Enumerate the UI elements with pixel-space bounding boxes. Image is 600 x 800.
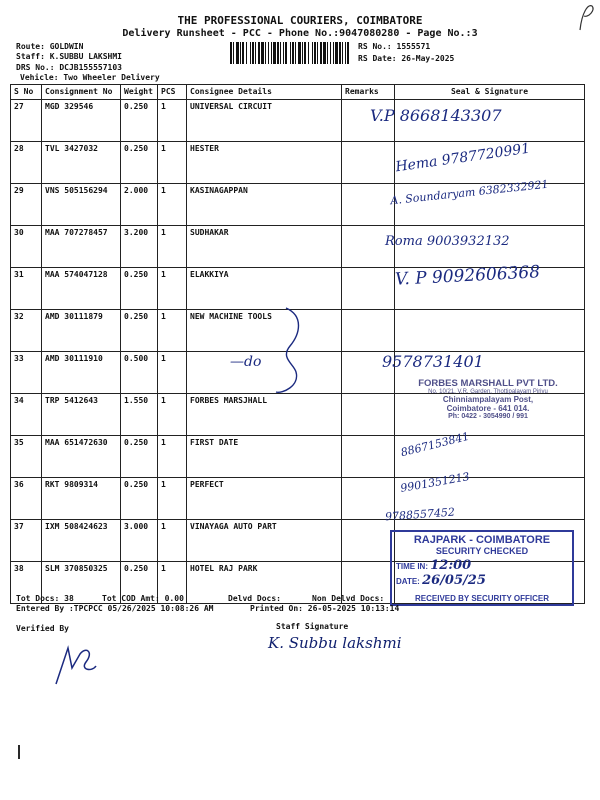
cell-consignee: NEW MACHINE TOOLS bbox=[187, 310, 342, 352]
col-weight: Weight bbox=[121, 85, 158, 100]
drs-label: DRS No.: DCJB155557103 bbox=[16, 63, 122, 72]
vehicle-label: Vehicle: Two Wheeler Delivery bbox=[20, 73, 160, 82]
col-seal-signature: Seal & Signature bbox=[395, 85, 585, 100]
tot-cod: Tot COD Amt: 0.00 bbox=[102, 594, 184, 603]
corner-mark bbox=[578, 2, 596, 32]
tick-mark bbox=[16, 744, 22, 760]
cell-consignee bbox=[187, 352, 342, 394]
cell-weight: 1.550 bbox=[121, 394, 158, 436]
printed-on: Printed On: 26-05-2025 10:13:14 bbox=[250, 604, 400, 613]
cell-consignment: IXM 508424623 bbox=[42, 520, 121, 562]
cell-weight: 0.250 bbox=[121, 100, 158, 142]
cell-consignee: ELAKKIYA bbox=[187, 268, 342, 310]
rajpark-date-label: DATE: bbox=[396, 577, 420, 586]
cell-sno: 28 bbox=[11, 142, 42, 184]
col-pcs: PCS bbox=[158, 85, 187, 100]
cell-remarks bbox=[342, 310, 395, 352]
cell-consignment: AMD 30111910 bbox=[42, 352, 121, 394]
cell-weight: 3.200 bbox=[121, 226, 158, 268]
forbes-stamp-line5: Ph: 0422 - 3054990 / 991 bbox=[448, 413, 528, 420]
cell-remarks bbox=[342, 184, 395, 226]
cell-remarks bbox=[342, 268, 395, 310]
cell-weight: 3.000 bbox=[121, 520, 158, 562]
cell-sno: 35 bbox=[11, 436, 42, 478]
forbes-stamp-line3: Chinniampalayam Post, bbox=[442, 395, 534, 404]
cell-sno: 34 bbox=[11, 394, 42, 436]
table-row bbox=[11, 436, 585, 478]
cell-weight: 0.250 bbox=[121, 142, 158, 184]
cell-consignment: TVL 3427032 bbox=[42, 142, 121, 184]
barcode bbox=[230, 42, 350, 64]
staff-signature: K. Subbu lakshmi bbox=[268, 634, 402, 652]
rajpark-time-label: TIME IN: bbox=[396, 562, 428, 571]
cell-consignee: UNIVERSAL CIRCUIT bbox=[187, 100, 342, 142]
company-title: THE PROFESSIONAL COURIERS, COIMBATORE bbox=[177, 14, 423, 27]
staff-label: Staff: K.SUBBU LAKSHMI bbox=[16, 52, 122, 61]
rs-no-label: RS No.: 1555571 bbox=[358, 42, 431, 51]
cell-sno: 33 bbox=[11, 352, 42, 394]
non-delvd-docs: Non Delvd Docs: bbox=[312, 594, 385, 603]
cell-remarks bbox=[342, 394, 395, 436]
forbes-stamp-line1: FORBES MARSHALL PVT LTD. bbox=[418, 378, 558, 389]
cell-pcs: 1 bbox=[158, 268, 187, 310]
rs-date-label: RS Date: 26-May-2025 bbox=[358, 54, 455, 63]
cell-pcs: 1 bbox=[158, 100, 187, 142]
verifier-signature bbox=[50, 640, 100, 688]
cell-weight: 0.250 bbox=[121, 310, 158, 352]
cell-pcs: 1 bbox=[158, 394, 187, 436]
cell-pcs: 1 bbox=[158, 436, 187, 478]
cell-remarks bbox=[342, 142, 395, 184]
rajpark-stamp-line1: RAJPARK - COIMBATORE bbox=[413, 534, 551, 546]
rajpark-stamp-line2: SECURITY CHECKED bbox=[435, 546, 529, 556]
cell-remarks bbox=[342, 436, 395, 478]
sign-28: Hema 9787720991 bbox=[394, 140, 532, 176]
cell-consignment: AMD 30111879 bbox=[42, 310, 121, 352]
cell-weight: 2.000 bbox=[121, 184, 158, 226]
ditto-mark: —do bbox=[230, 354, 262, 370]
verified-by: Verified By bbox=[16, 624, 69, 633]
cell-pcs: 1 bbox=[158, 520, 187, 562]
entered-by: Entered By :TPCPCC 05/26/2025 10:08:26 AM bbox=[16, 604, 214, 613]
cell-consignment: RKT 9809314 bbox=[42, 478, 121, 520]
brace-mark bbox=[270, 306, 310, 396]
cell-consignment: MAA 574047128 bbox=[42, 268, 121, 310]
cell-sno: 36 bbox=[11, 478, 42, 520]
cell-sno: 31 bbox=[11, 268, 42, 310]
cell-consignment: VNS 505156294 bbox=[42, 184, 121, 226]
rajpark-stamp-footer: RECEIVED BY SECURITY OFFICER bbox=[415, 594, 549, 603]
cell-seal-signature bbox=[395, 310, 585, 352]
cell-consignment: TRP 5412643 bbox=[42, 394, 121, 436]
table-header-row bbox=[11, 85, 585, 100]
cell-weight: 0.250 bbox=[121, 436, 158, 478]
rajpark-time-value: 12:00 bbox=[430, 558, 472, 573]
col-sno: S No bbox=[11, 85, 42, 100]
cell-consignment: MAA 707278457 bbox=[42, 226, 121, 268]
cell-consignee: FORBES MARSJHALL bbox=[187, 394, 342, 436]
col-consignment: Consignment No bbox=[42, 85, 121, 100]
delvd-docs: Delvd Docs: bbox=[228, 594, 281, 603]
cell-weight: 0.250 bbox=[121, 562, 158, 604]
table-row bbox=[11, 478, 585, 520]
cell-consignee: PERFECT bbox=[187, 478, 342, 520]
forbes-stamp-line2: No. 10/21, V.R. Garden, Thottipalayam Pirivu bbox=[428, 389, 548, 395]
sign-27: V.P 8668143307 bbox=[370, 106, 502, 125]
sign-35: 8867153841 bbox=[399, 429, 471, 460]
cell-sno: 27 bbox=[11, 100, 42, 142]
cell-sno: 30 bbox=[11, 226, 42, 268]
cell-pcs: 1 bbox=[158, 184, 187, 226]
cell-consignee: FIRST DATE bbox=[187, 436, 342, 478]
cell-consignee: KASINAGAPPAN bbox=[187, 184, 342, 226]
rajpark-date-value: 26/05/25 bbox=[422, 573, 486, 588]
runsheet-subtitle: Delivery Runsheet - PCC - Phone No.:9047080280 - Page No.:3 bbox=[122, 28, 478, 39]
cell-weight: 0.500 bbox=[121, 352, 158, 394]
sign-36: 9901351213 bbox=[399, 470, 471, 495]
tot-docs: Tot Docs: 38 bbox=[16, 594, 74, 603]
cell-pcs: 1 bbox=[158, 562, 187, 604]
cell-weight: 0.250 bbox=[121, 478, 158, 520]
cell-sno: 37 bbox=[11, 520, 42, 562]
cell-pcs: 1 bbox=[158, 226, 187, 268]
cell-consignment: SLM 370850325 bbox=[42, 562, 121, 604]
staff-signature-label: Staff Signature bbox=[276, 622, 349, 631]
col-consignee: Consignee Details bbox=[187, 85, 342, 100]
cell-remarks bbox=[342, 520, 395, 562]
rajpark-stamp bbox=[390, 530, 574, 606]
sign-30: Roma 9003932132 bbox=[385, 234, 510, 249]
forbes-stamp bbox=[388, 378, 588, 420]
cell-pcs: 1 bbox=[158, 478, 187, 520]
cell-consignee: SUDHAKAR bbox=[187, 226, 342, 268]
cell-consignee: VINAYAGA AUTO PART bbox=[187, 520, 342, 562]
forbes-stamp-line4: Coimbatore - 641 014. bbox=[446, 404, 530, 413]
cell-sno: 32 bbox=[11, 310, 42, 352]
cell-pcs: 1 bbox=[158, 142, 187, 184]
cell-consignment: MAA 651472630 bbox=[42, 436, 121, 478]
cell-consignee: HESTER bbox=[187, 142, 342, 184]
cell-sno: 38 bbox=[11, 562, 42, 604]
cell-weight: 0.250 bbox=[121, 268, 158, 310]
sign-37: 9788557452 bbox=[384, 505, 456, 524]
sign-33: 9578731401 bbox=[382, 352, 484, 371]
cell-pcs: 1 bbox=[158, 352, 187, 394]
cell-pcs: 1 bbox=[158, 310, 187, 352]
cell-consignment: MGD 329546 bbox=[42, 100, 121, 142]
col-remarks: Remarks bbox=[342, 85, 395, 100]
sign-31: V. P 9092606368 bbox=[394, 262, 541, 290]
cell-sno: 29 bbox=[11, 184, 42, 226]
sign-29: A. Soundaryam 6382332921 bbox=[389, 177, 550, 208]
route-label: Route: GOLDWIN bbox=[16, 42, 84, 51]
cell-consignee: HOTEL RAJ PARK bbox=[187, 562, 342, 604]
